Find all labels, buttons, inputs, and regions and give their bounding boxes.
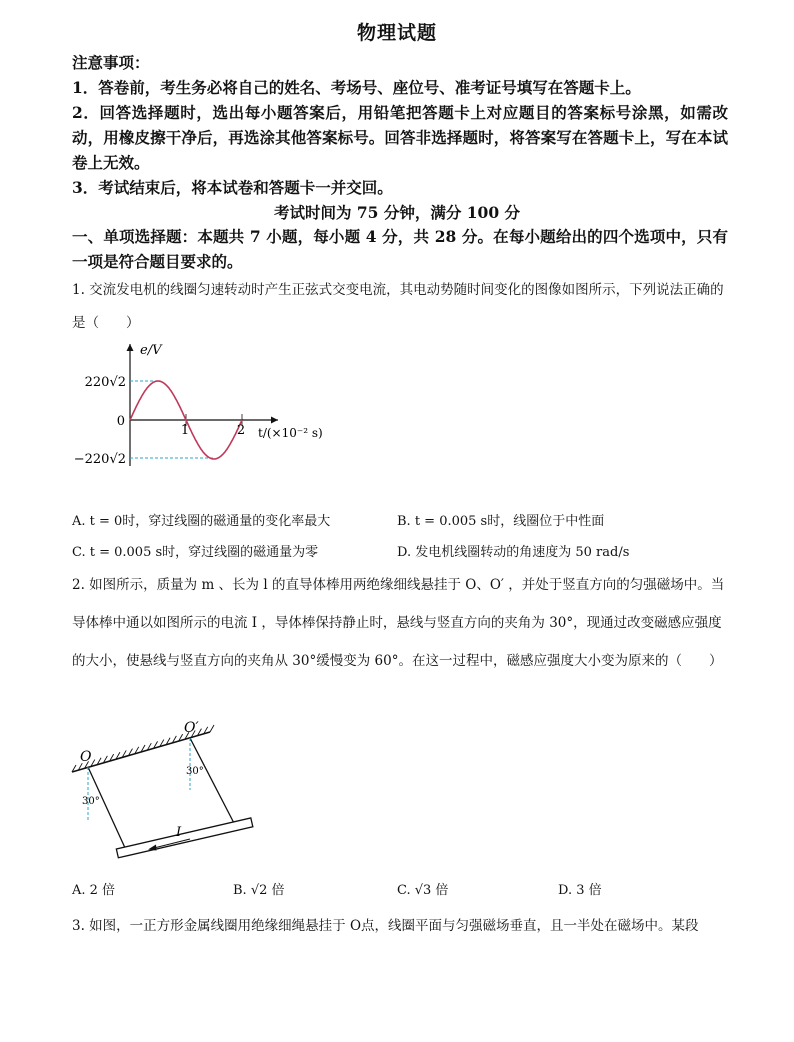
q1-option-b[interactable]: B. t = 0.005 s时，线圈位于中性面	[397, 514, 605, 529]
q2-option-a[interactable]: A. 2 倍	[72, 883, 116, 898]
q2-thread-left	[88, 767, 126, 850]
q1-xlabel: t/(×10⁻² s)	[258, 426, 323, 440]
q2-stem: 2. 如图所示，质量为 m 、长为 l 的直导体棒用两绝缘细线悬挂于 O、O′ ，并处于竖直方向的匀强磁场中。当导体棒中通以如图所示的电流 I ，导体棒保持静止时，悬线与竖直方向的夹角为 30°，现通过改变磁感应强度的大小，使悬线与竖直方向的夹角从 30°缓慢变为 60°。在这一过程中，磁感应强度大小变为原来的（ ）	[72, 577, 725, 669]
q1-ymax-label: 220√2	[84, 375, 126, 390]
q2-rod-figure	[68, 718, 268, 866]
page-title: 物理试题	[356, 22, 437, 44]
q1-ylabel: e/V	[140, 343, 162, 358]
q1-xtick-1: 1	[180, 423, 190, 438]
q2-angle-right: 30°	[186, 766, 204, 777]
q2-angle-left: 30°	[82, 796, 100, 807]
q1-option-a[interactable]: A. t = 0时，穿过线圈的磁通量的变化率最大	[72, 514, 331, 529]
q1-origin-label: 0	[116, 414, 125, 429]
q1-ymin-label: −220√2	[73, 452, 126, 467]
q3-stem: 3. 如图，一正方形金属线圈用绝缘细绳悬挂于 O点，线圈平面与匀强磁场垂直，且一半处在磁场中。某段	[72, 918, 699, 934]
q2-rod	[116, 818, 252, 858]
q1-emf-graph	[68, 336, 338, 476]
q1-xtick-2: 2	[236, 423, 246, 438]
q1-stem: 1. 交流发电机的线圈匀速转动时产生正弦式交变电流，其电动势随时间变化的图像如图所示，下列说法正确的是（ ）	[72, 282, 724, 331]
notice-heading: 注意事项：	[72, 53, 150, 72]
notice-item-3: 3．考试结束后，将本试卷和答题卡一并交回。	[72, 178, 393, 197]
q2-option-b[interactable]: B. √2 倍	[233, 883, 285, 898]
q1-option-d[interactable]: D. 发电机线圈转动的角速度为 50 rad/s	[397, 545, 630, 560]
q2-option-c[interactable]: C. √3 倍	[397, 883, 449, 898]
section1-heading: 一、单项选择题：本题共 7 小题，每小题 4 分，共 28 分。在每小题给出的四个选项中，只有一项是符合题目要求的。	[72, 227, 728, 271]
q2-ceiling-hatch	[210, 725, 214, 732]
q2-current-label: I	[176, 825, 182, 840]
notice-item-1: 1．答卷前，考生务必将自己的姓名、考场号、座位号、准考证号填写在答题卡上。	[72, 78, 641, 97]
q2-label-O: O	[80, 749, 92, 765]
notice-item-2: 2．回答选择题时，选出每小题答案后，用铅笔把答题卡上对应题目的答案标号涂黑，如需改动，用橡皮擦干净后，再选涂其他答案标号。回答非选择题时，将答案写在答题卡上，写在本试卷上无效。	[72, 103, 728, 172]
exam-info: 考试时间为 75 分钟，满分 100 分	[273, 203, 520, 222]
q1-option-c[interactable]: C. t = 0.005 s时，穿过线圈的磁通量为零	[72, 545, 319, 560]
q2-thread-right	[190, 738, 236, 827]
q2-option-d[interactable]: D. 3 倍	[558, 883, 602, 898]
q2-label-O2: O′	[184, 720, 199, 736]
